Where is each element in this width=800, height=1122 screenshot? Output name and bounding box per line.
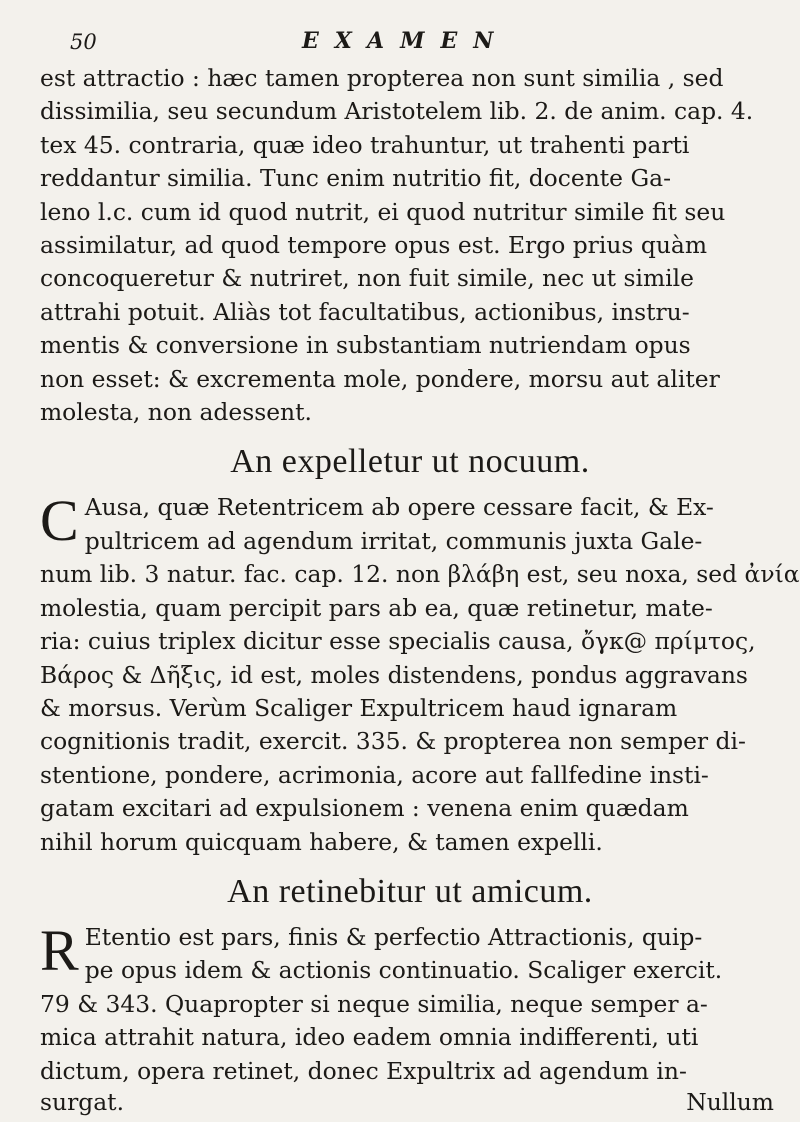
text-line: & morsus. Verùm Scaliger Expultricem haud ignaram xyxy=(40,693,678,722)
text-line: dissimilia, seu secundum Aristotelem lib. 2. de anim. cap. 4. xyxy=(40,97,754,126)
text-line: assimilatur, ad quod tempore opus est. Ergo prius quàm xyxy=(40,231,708,260)
text-line: 79 & 343. Quapropter si neque similia, neque semper a- xyxy=(40,989,708,1018)
text-line: cognitionis tradit, exercit. 335. & propterea non semper di- xyxy=(40,727,746,756)
paragraph-3 xyxy=(40,917,780,1088)
page-number: 50 xyxy=(70,30,97,54)
text-line: non esset: & excrementa mole, pondere, morsu aut aliter xyxy=(40,364,720,393)
text-line: molestia, quam percipit pars ab ea, quæ retinetur, mate- xyxy=(40,593,713,622)
text-line: reddantur similia. Tunc enim nutritio fit, docente Ga- xyxy=(40,164,671,193)
section-heading-1: An expelletur ut nocuum. xyxy=(230,443,590,481)
paragraph-1 xyxy=(40,62,780,429)
page-footer xyxy=(40,1088,780,1122)
text-line: pultricem ad agendum irritat, communis juxta Gale- xyxy=(84,526,703,555)
text-line: tex 45. contraria, quæ ideo trahuntur, ut trahenti parti xyxy=(40,130,690,159)
text-line: leno l.c. cum id quod nutrit, ei quod nutritur simile fit seu xyxy=(40,197,726,226)
section-2 xyxy=(40,917,780,1088)
text-line: num lib. 3 natur. fac. cap. 12. non βλάβη est, seu noxa, sed ἀνία xyxy=(40,560,800,589)
text-line: mentis & conversione in substantiam nutriendam opus xyxy=(40,331,691,360)
text-line: attrahi potuit. Aliàs tot facultatibus, actionibus, instru- xyxy=(40,297,690,326)
text-line: est attractio : hæc tamen propterea non sunt similia , sed xyxy=(40,64,724,92)
text-line: ria: cuius triplex dicitur esse specialis causa, ὄγκ@ πρίμτος, xyxy=(40,627,756,656)
text-line: Etentio est pars, finis & perfectio Attractionis, quip- xyxy=(84,922,703,951)
text-line: stentione, pondere, acrimonia, acore aut fallfedine insti- xyxy=(40,760,709,789)
text-line: mica attrahit natura, ideo eadem omnia indifferenti, uti xyxy=(40,1023,699,1052)
paragraph-2 xyxy=(40,488,800,858)
section-heading-2: An retinebitur ut amicum. xyxy=(227,872,593,910)
text-line: pe opus idem & actionis continuatio. Scaliger exercit. xyxy=(84,956,723,985)
text-line: gatam excitari ad expulsionem : venena enim quædam xyxy=(40,794,689,823)
text-line: molesta, non adessent. xyxy=(40,398,312,427)
text-line: Ausa, quæ Retentricem ab opere cessare facit, & Ex- xyxy=(84,493,714,522)
section-1 xyxy=(40,488,800,858)
catchword: Nullum xyxy=(686,1087,774,1116)
text-line: dictum, opera retinet, donec Expultrix ad agendum in- xyxy=(40,1056,687,1085)
text-line: nihil horum quicquam habere, & tamen expelli. xyxy=(40,827,603,856)
text-line: Βάρος & Δῆξις, id est, moles distendens, pondus aggravans xyxy=(40,660,748,689)
drop-cap: C xyxy=(40,488,79,554)
text-line: concoqueretur & nutriret, non fuit simile, nec ut simile xyxy=(40,264,694,293)
running-head: EXAMEN xyxy=(302,28,510,54)
page-header xyxy=(40,18,780,62)
drop-cap: R xyxy=(40,917,79,983)
last-word: surgat. xyxy=(40,1087,125,1116)
document-page xyxy=(40,18,800,1122)
